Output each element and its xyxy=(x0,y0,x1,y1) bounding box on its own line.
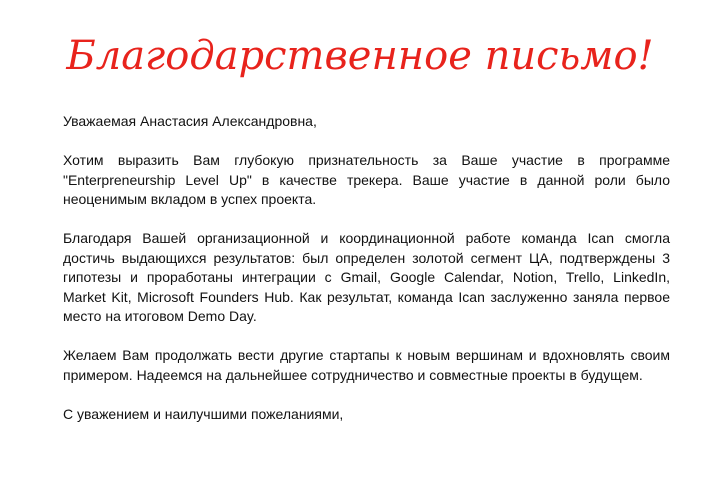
greeting-text: Уважаемая Анастасия Александровна, xyxy=(63,113,317,129)
paragraph-line: "Enterpreneurship Level Up" в качестве трекера. Ваше участие в данной роли было xyxy=(63,171,670,188)
paragraph-line: Благодаря Вашей организационной и координационной работе команда Ican смогла xyxy=(63,230,670,246)
paragraph-line: примером. Надеемся на дальнейшее сотрудничество и совместные проекты в будущем. xyxy=(63,366,643,383)
paragraph-line: Market Kit, Microsoft Founders Hub. Как результат, команда Ican заслуженно заняла первое xyxy=(63,288,670,305)
paragraph-line: место на итоговом Demo Day. xyxy=(63,308,257,324)
paragraph-line: неоценимым вкладом в успех проекта. xyxy=(63,191,317,207)
letter-title: Благодарственное письмо! xyxy=(66,33,654,79)
paragraph-gratitude xyxy=(63,151,670,210)
closing-text: С уважением и наилучшими пожеланиями, xyxy=(63,405,344,422)
paragraph-wishes xyxy=(63,346,670,385)
paragraph-results xyxy=(63,229,670,327)
paragraph-line: гипотезы и проработаны интеграции с Gmail, Google Calendar, Notion, Trello, LinkedIn, xyxy=(63,269,670,285)
paragraph-line: Желаем Вам продолжать вести другие стартапы к новым вершинам и вдохновлять своим xyxy=(63,347,670,363)
letter-body xyxy=(63,112,670,444)
paragraph-line: Хотим выразить Вам глубокую признательность за Ваше участие в программе xyxy=(63,152,670,168)
paragraph-line: достичь выдающихся результатов: был определен золотой сегмент ЦА, подтверждены 3 xyxy=(63,249,670,266)
greeting xyxy=(63,112,670,132)
closing xyxy=(63,405,670,425)
